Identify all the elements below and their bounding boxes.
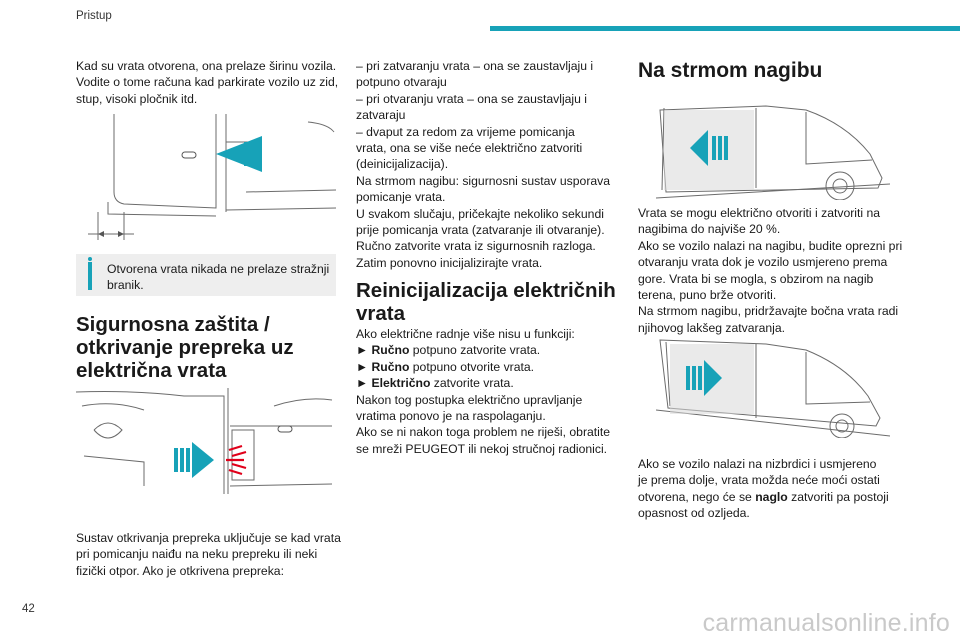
note-text xyxy=(107,261,332,294)
door-width-illustration xyxy=(78,112,340,244)
text-line: Vodite o tome računa kad parkirate vozilo uz zid, xyxy=(76,75,339,90)
text-line xyxy=(638,489,908,505)
obstacle-detection-illustration xyxy=(74,386,336,498)
text-line: terena, puno brže otvoriti. xyxy=(638,288,777,303)
text-line: je prema dolje, vrata možda neće moći ostati xyxy=(638,473,880,488)
text-line: Ako električne radnje više nisu u funkciji: xyxy=(356,327,575,341)
col1-para xyxy=(76,530,346,579)
info-icon xyxy=(88,257,92,261)
step-keyword: Ručno xyxy=(371,343,410,358)
step-1 xyxy=(356,342,618,358)
header-accent-bar xyxy=(490,26,960,31)
col1-intro xyxy=(76,58,346,107)
text-line: gore. Vrata bi se mogla, s obzirom na nagib xyxy=(638,271,874,286)
step-3 xyxy=(356,375,618,391)
heading-line: Reinicijalizacija električnih xyxy=(356,279,616,302)
text-line: Ako se ni nakon toga problem ne riješi, obratite xyxy=(356,425,611,440)
page-number: 42 xyxy=(22,603,35,615)
text-line: otvaranju vrata dok je vozilo usmjereno prema xyxy=(638,255,888,270)
text-line: se mreži PEUGEOT ili nekoj stručnoj radionici. xyxy=(356,441,608,456)
text-line: Na strmom nagibu: sigurnosni sustav usporava xyxy=(356,173,611,188)
text-line: pri pomicanju naiđu na neku prepreku ili neki xyxy=(76,547,318,562)
text-line: – pri otvaranju vrata – ona se zaustavljaju i xyxy=(356,91,588,106)
steep-slope-uphill-illustration xyxy=(656,104,890,200)
text-line: pomicanje vrata. xyxy=(356,190,446,205)
text-line: prije pomicanja vrata (zatvaranje ili otvaranje). xyxy=(356,223,605,238)
text-line: (deinicijalizacija). xyxy=(356,157,449,172)
text-span: zatvoriti pa postoji xyxy=(787,489,889,504)
heading-obstacle-detection xyxy=(76,313,346,382)
watermark: carmanualsonline.info xyxy=(702,609,950,637)
text-line: Ako se vozilo nalazi na nizbrdici i usmjereno xyxy=(638,457,877,471)
step-text: potpuno zatvorite vrata. xyxy=(409,343,541,358)
col2-list xyxy=(356,58,616,271)
text-line: zatvaraju xyxy=(356,108,406,123)
heading-line: otkrivanje prepreka uz xyxy=(76,336,294,359)
text-line: Sustav otkrivanja prepreka uključuje se kad vrata xyxy=(76,531,341,545)
text-line: Otvorena vrata nikada ne prelaze stražnji xyxy=(107,262,330,276)
step-keyword: Ručno xyxy=(371,359,410,374)
heading-line: električna vrata xyxy=(76,359,227,382)
text-line: Ako se vozilo nalazi na nagibu, budite oprezni pri xyxy=(638,238,903,253)
step-2 xyxy=(356,359,618,375)
text-line: potpuno otvaraju xyxy=(356,75,447,90)
bullet-icon: ► xyxy=(356,343,369,358)
text-line: fizički otpor. Ako je otkrivena prepreka: xyxy=(76,563,284,578)
text-line: Nakon tog postupka električno upravljanje xyxy=(356,392,583,407)
step-keyword: Električno xyxy=(371,376,431,391)
info-icon-bar xyxy=(88,262,92,290)
text-line: Na strmom nagibu, pridržavajte bočna vrata radi xyxy=(638,304,899,319)
heading-line: Sigurnosna zaštita / xyxy=(76,313,270,336)
text-line: Ručno zatvorite vrata iz sigurnosnih razloga. xyxy=(356,239,596,254)
text-line: vrata, ona se više neće električno zatvoriti xyxy=(356,141,583,156)
text-line: U svakom slučaju, pričekajte nekoliko sekundi xyxy=(356,206,604,221)
text-line: nagibima do najviše 20 %. xyxy=(638,222,781,237)
text-line: opasnost od ozljeda. xyxy=(638,506,750,521)
heading-reinitialization xyxy=(356,279,626,325)
bold-word: naglo xyxy=(755,489,788,504)
col3-para2 xyxy=(638,456,908,522)
text-line: branik. xyxy=(107,278,144,293)
section-label: Pristup xyxy=(76,10,112,22)
text-span: otvorena, nego će se xyxy=(638,489,752,504)
bullet-icon: ► xyxy=(356,359,369,374)
text-line: – dvaput za redom za vrijeme pomicanja xyxy=(356,124,575,139)
bullet-icon: ► xyxy=(356,376,369,391)
text-line: njihovog lakšeg zatvaranja. xyxy=(638,320,786,335)
text-line: Kad su vrata otvorena, ona prelaze širinu vozila. xyxy=(76,59,337,73)
col3-para1 xyxy=(638,205,908,336)
text-line: Zatim ponovno inicijalizirajte vrata. xyxy=(356,255,543,270)
col2-reinit-text xyxy=(356,326,618,457)
steep-slope-downhill-illustration xyxy=(656,338,890,438)
text-line: – pri zatvaranju vrata – ona se zaustavljaju i xyxy=(356,59,594,73)
heading-steep-slope: Na strmom nagibu xyxy=(638,59,823,82)
step-text: potpuno otvorite vrata. xyxy=(409,359,535,374)
info-note xyxy=(76,254,336,296)
heading-line: vrata xyxy=(356,302,406,325)
text-line: stup, visoki pločnik itd. xyxy=(76,91,198,106)
text-line: vratima ponovo je na raspolaganju. xyxy=(356,409,546,424)
step-text: zatvorite vrata. xyxy=(430,376,514,391)
text-line: Vrata se mogu električno otvoriti i zatvoriti na xyxy=(638,206,881,220)
